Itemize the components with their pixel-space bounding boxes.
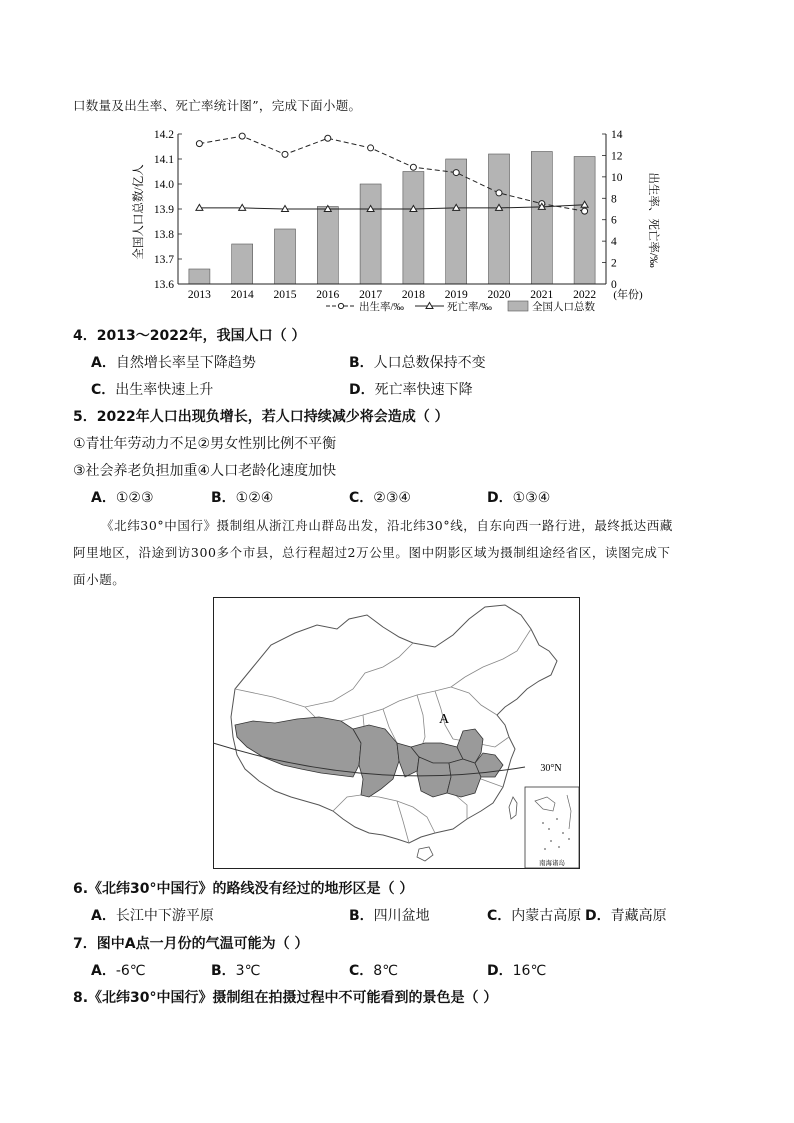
bar-2016 [317, 207, 338, 285]
x-tick-label: 2013 [187, 289, 211, 301]
q5-option-b[interactable]: B．①②④ [211, 490, 274, 506]
birth-rate-point-2014 [239, 133, 245, 139]
q8-stem: 8.《北纬30°中国行》摄制组在拍摄过程中不可能看到的景色是（ ） [73, 990, 498, 1006]
q7-option-d[interactable]: D．16℃ [487, 963, 547, 979]
passage-line-3: 面小题。 [73, 572, 126, 587]
q4-option-d[interactable]: D．死亡率快速下降 [349, 382, 473, 398]
legend-population-swatch [508, 301, 528, 311]
x-axis-unit: (年份) [613, 289, 643, 301]
legend-population-label: 全国人口总数 [532, 302, 595, 313]
birth-rate-point-2013 [196, 141, 202, 147]
point-a-label: A [439, 712, 450, 727]
x-tick-label: 2021 [530, 289, 554, 301]
right-tick-label: 6 [611, 214, 617, 227]
x-tick-label: 2020 [487, 289, 511, 301]
population-chart [128, 124, 668, 320]
right-tick-label: 14 [611, 129, 623, 141]
left-tick-label: 13.8 [153, 229, 174, 241]
q6-option-d[interactable]: D．青藏高原 [585, 908, 667, 924]
x-tick-label: 2017 [359, 289, 383, 301]
x-tick-label: 2019 [444, 289, 468, 301]
china-map [213, 597, 580, 869]
q5-items-line-1: ①青壮年劳动力不足②男女性别比例不平衡 [73, 436, 337, 452]
death-rate-line [199, 205, 584, 209]
right-tick-label: 10 [611, 171, 623, 184]
bar-2019 [446, 159, 467, 284]
bar-2018 [403, 172, 424, 285]
bar-2020 [489, 154, 510, 284]
birth-rate-point-2018 [410, 164, 416, 170]
latitude-label: 30°N [540, 763, 562, 774]
legend-birth-label: 出生率/‰ [359, 302, 404, 313]
q5-items-line-2: ③社会养老负担加重④人口老龄化速度加快 [73, 463, 337, 479]
bar-2014 [232, 244, 253, 284]
q4-option-b[interactable]: B．人口总数保持不变 [349, 355, 486, 371]
left-tick-label: 13.7 [153, 254, 174, 266]
legend-death-label: 死亡率/‰ [447, 302, 492, 313]
passage-line-1: 《北纬30°中国行》摄制组从浙江舟山群岛出发，沿北纬30°线，自东向西一路行进，最终抵达西藏 [101, 518, 673, 533]
q7-option-a[interactable]: A．-6℃ [91, 963, 146, 979]
birth-rate-point-2019 [453, 170, 459, 176]
q5-stem: 5．2022年人口出现负增长，若人口持续减少将会造成（ ） [73, 409, 449, 425]
right-tick-label: 2 [611, 257, 617, 270]
left-tick-label: 13.9 [153, 204, 174, 216]
q5-option-c[interactable]: C．②③④ [349, 490, 411, 506]
q6-option-c[interactable]: C．内蒙古高原 [487, 908, 582, 924]
q6-option-b[interactable]: B．四川盆地 [349, 908, 430, 924]
q6-option-a[interactable]: A．长江中下游平原 [91, 908, 214, 924]
y-axis-right-label: 出生率、死亡率/‰ [647, 172, 659, 268]
passage-line-2: 阿里地区，沿途到访300多个市县，总行程超过2万公里。图中阴影区域为摄制组途经省区，读图完成下 [73, 545, 671, 560]
birth-rate-point-2015 [282, 151, 288, 157]
right-tick-label: 4 [611, 236, 617, 249]
left-tick-label: 14.0 [153, 179, 174, 191]
q5-option-a[interactable]: A．①②③ [91, 490, 154, 506]
q5-option-d[interactable]: D．①③④ [487, 490, 551, 506]
q4-option-a[interactable]: A．自然增长率呈下降趋势 [91, 355, 256, 371]
birth-rate-point-2020 [496, 190, 502, 196]
birth-rate-point-2022 [582, 208, 588, 214]
left-tick-label: 13.6 [153, 279, 174, 291]
birth-rate-line [199, 136, 584, 211]
q7-option-b[interactable]: B．3℃ [211, 963, 261, 979]
q6-stem: 6.《北纬30°中国行》的路线没有经过的地形区是（ ） [73, 881, 414, 897]
x-tick-label: 2015 [273, 289, 297, 301]
legend-birth-marker [338, 303, 343, 308]
bar-2015 [275, 229, 296, 284]
birth-rate-point-2016 [325, 135, 331, 141]
x-tick-label: 2018 [401, 289, 425, 301]
right-tick-label: 12 [611, 150, 623, 163]
y-axis-left-label: 全国人口总数/亿人 [133, 164, 145, 260]
bar-2022 [574, 157, 595, 285]
right-tick-label: 8 [611, 193, 617, 206]
bar-2021 [531, 152, 552, 285]
birth-rate-point-2017 [368, 145, 374, 151]
intro-line: 口数量及出生率、死亡率统计图”，完成下面小题。 [73, 98, 362, 113]
q7-option-c[interactable]: C．8℃ [349, 963, 398, 979]
x-tick-label: 2016 [316, 289, 340, 301]
south-sea-inset [525, 787, 579, 868]
bar-2017 [360, 184, 381, 284]
x-tick-label: 2022 [573, 289, 597, 301]
q4-option-c[interactable]: C．出生率快速上升 [91, 382, 214, 398]
q7-stem: 7．图中A点一月份的气温可能为（ ） [73, 936, 309, 952]
q4-stem: 4．2013～2022年，我国人口（ ） [73, 328, 306, 344]
right-tick-label: 0 [611, 279, 617, 291]
x-tick-label: 2014 [230, 289, 254, 301]
left-tick-label: 14.2 [153, 129, 174, 141]
left-tick-label: 14.1 [153, 154, 174, 166]
shaded-hunan [417, 757, 451, 797]
inset-label: 南海诸岛 [539, 860, 565, 867]
bar-2013 [189, 269, 210, 284]
